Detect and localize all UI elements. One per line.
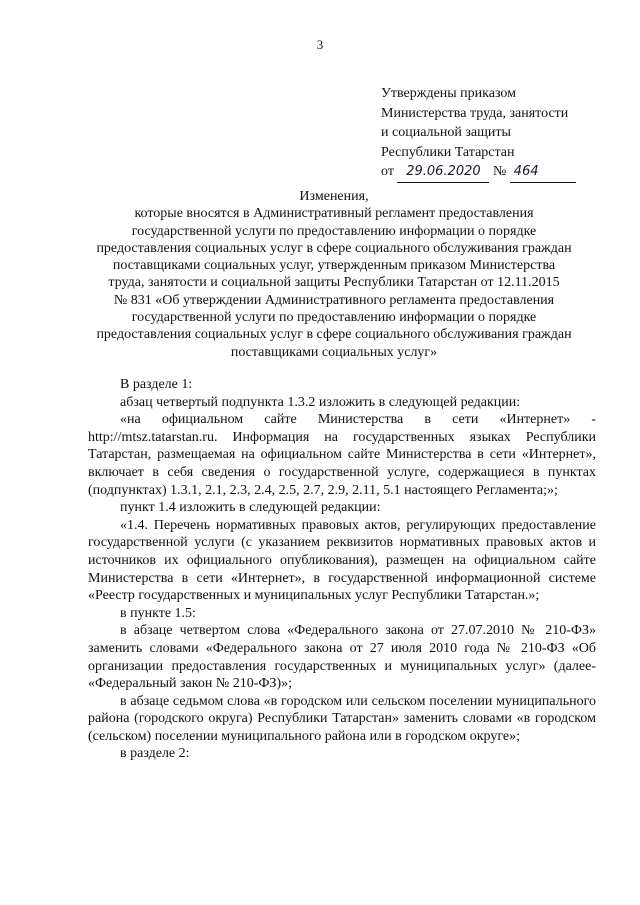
approval-line: Министерства труда, занятости bbox=[381, 105, 569, 121]
heading-line: поставщиками социальных услуг» bbox=[230, 344, 438, 360]
heading-line: труда, занятости и социальной защиты Республики Татарстан от 12.11.2015 bbox=[108, 275, 560, 291]
paragraph-section-2: в разделе 2: bbox=[120, 746, 190, 762]
approval-stamp bbox=[381, 84, 621, 183]
heading-line: № 831 «Об утверждении Административного регламента предоставления bbox=[113, 292, 555, 308]
paragraph: в абзаце четвертом слова «Федерального закона от 27.07.2010 № 210-ФЗ» заменить словами «Федерального закона от 27 июля 2010 года № 210-ФЗ «Об организации предоставления государственных и муниципальных услуг» (далее- «Федеральный закон № 210-ФЗ)»; bbox=[88, 623, 596, 692]
heading-line: которые вносятся в Административный регламент предоставления bbox=[134, 206, 534, 222]
heading-line: предоставления социальных услуг в сфере социального обслуживания граждан bbox=[96, 327, 572, 343]
document-heading bbox=[60, 188, 608, 361]
number-prefix: № bbox=[492, 164, 507, 179]
page-number: 3 bbox=[316, 37, 324, 52]
date-prefix: от bbox=[381, 164, 394, 179]
handwritten-date: 29.06.2020 bbox=[397, 162, 489, 183]
paragraph-section-1: В разделе 1: bbox=[120, 377, 193, 392]
paragraph: пункт 1.4 изложить в следующей редакции: bbox=[120, 500, 381, 516]
paragraph-quoted: «1.4. Перечень нормативных правовых актов, регулирующих предоставление государственной услуги (с указанием реквизитов нормативных правовых актов и источников их официального опубликования), размещен на официальном сайте Министерства в сети «Интернет», в государственной информационной системе «Реестр государственных и муниципальных услуг Республики Татарстан.»; bbox=[88, 517, 596, 604]
heading-line: предоставления социальных услуг в сфере социального обслуживания граждан bbox=[96, 240, 572, 256]
paragraph: абзац четвертый подпункта 1.3.2 изложить в следующей редакции: bbox=[120, 394, 521, 410]
paragraph-quoted: «на официальном сайте Министерства в сети «Интернет» - http://mtsz.tatarstan.ru. Информация на государственных языках Республики Татарстан, размещаемая на официальном сайте Министерства в сети «Интернет», включает в себя сведения о государственной услуге, содержащиеся в пунктах (подпунктах) 1.3.1, 2.1, 2.3, 2.4, 2.5, 2.7, 2.9, 2.11, 5.1 настоящего Регламента;»; bbox=[88, 412, 596, 498]
heading-line: государственной услуги по предоставлению информации о порядке bbox=[131, 310, 537, 326]
heading-title: Изменения, bbox=[299, 189, 369, 204]
handwritten-number: 464 bbox=[510, 162, 576, 183]
approval-date-line bbox=[381, 162, 621, 183]
paragraph: в абзаце седьмом слова «в городском или сельском поселении муниципального района (городского округа) Республики Татарстан» заменить словами «в городском (сельском) поселении муниципального района или в городском округе»; bbox=[88, 693, 596, 744]
paragraph: в пункте 1.5: bbox=[120, 605, 196, 621]
heading-line: поставщиками социальных услуг, утвержденным приказом Министерства bbox=[112, 258, 556, 274]
approval-line: Утверждены приказом bbox=[381, 86, 517, 101]
approval-line: Республики Татарстан bbox=[381, 144, 515, 160]
approval-line: и социальной защиты bbox=[381, 125, 511, 140]
heading-line: государственной услуги по предоставлению информации о порядке bbox=[131, 223, 537, 239]
document-body bbox=[88, 376, 596, 763]
